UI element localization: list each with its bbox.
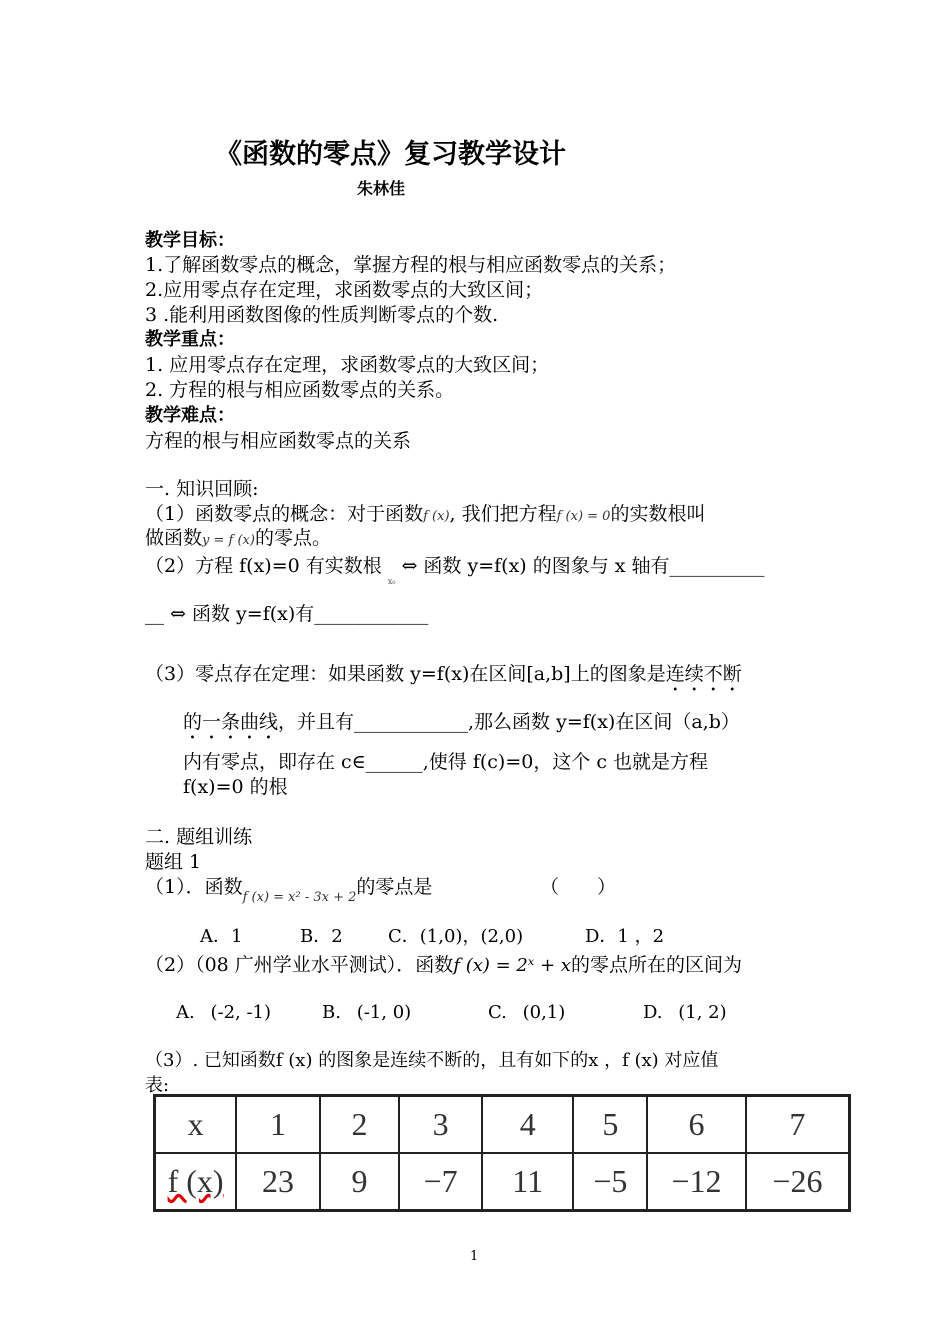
text: （3）零点存在定理：如果函数 y=f(x)在区间[a,b]上的图象是 xyxy=(145,663,666,685)
review-p3-line2 xyxy=(183,707,740,744)
q1-option-a: A．1 xyxy=(200,926,243,947)
option-value: (0,1) xyxy=(522,1002,566,1023)
q2-option-c xyxy=(488,1002,565,1023)
review-p3-line3: 内有零点，即存在 c∈______,使得 f(c)=0，这个 c 也就是方程 xyxy=(183,751,709,773)
q1-option-c: C．(1,0)，(2,0) xyxy=(388,926,524,947)
option-value: (-1, 0) xyxy=(356,1002,412,1023)
emphasis-text: 连续不断 xyxy=(665,663,742,685)
objective-item: 2.应用零点存在定理，求函数零点的大致区间； xyxy=(145,279,544,301)
table-cell: 5 xyxy=(573,1096,647,1154)
emphasis-text: 的一条曲线 xyxy=(183,711,279,733)
formula-fx: f (x) xyxy=(423,509,450,524)
answer-bracket: （ ） xyxy=(540,876,617,898)
page-number: 1 xyxy=(470,1249,479,1264)
table-cell: 4 xyxy=(482,1096,574,1154)
table-row xyxy=(155,1096,850,1154)
table-cell: 6 xyxy=(647,1096,746,1154)
table-cell: 23 xyxy=(236,1153,320,1211)
table-cell: −7 xyxy=(399,1153,482,1211)
formula-fx-eq-0: f (x) = 0 xyxy=(556,509,611,524)
key-point-item: 2. 方程的根与相应函数零点的关系。 xyxy=(145,379,455,401)
text: 做函数 xyxy=(145,527,203,549)
review-p3-line1 xyxy=(145,659,742,696)
table-cell: −26 xyxy=(746,1153,850,1211)
text: （2）（08 广州学业水平测试）．函数 xyxy=(145,954,454,976)
text: ⇔ 函数 y=f(x) 的图象与 x 轴有__________ xyxy=(401,555,765,577)
table-cell: 3 xyxy=(399,1096,482,1154)
group-label: 题组 1 xyxy=(145,851,202,873)
author-name: 朱林佳 xyxy=(357,179,406,198)
text: 的实数根叫 xyxy=(610,503,706,525)
review-p3-line4: f(x)=0 的根 xyxy=(183,776,288,798)
text: （1）．函数 xyxy=(145,876,243,898)
objectives-heading: 教学目标： xyxy=(145,230,235,251)
question-2 xyxy=(145,950,742,977)
text: 的零点。 xyxy=(254,527,331,549)
table-cell: 7 xyxy=(746,1096,850,1154)
table-cell: −12 xyxy=(647,1153,746,1211)
value-table xyxy=(153,1094,851,1212)
table-cell: 11 xyxy=(482,1153,574,1211)
option-label: C. xyxy=(488,1002,507,1023)
formula-y-fx: y = f (x) xyxy=(202,533,255,548)
text: 的零点所在的区间为 xyxy=(570,954,742,976)
table-cell: −5 xyxy=(573,1153,647,1211)
difficulties-text: 方程的根与相应函数零点的关系 xyxy=(145,430,412,452)
option-label: D. xyxy=(643,1002,663,1023)
text: （2）方程 f(x)=0 有实数根 xyxy=(145,555,382,577)
objective-item: 1.了解函数零点的概念，掌握方程的根与相应函数零点的关系； xyxy=(145,254,677,276)
question-3-line2: 表: xyxy=(145,1075,170,1096)
formula-q1: f (x) = x² - 3x + 2 xyxy=(242,890,357,905)
review-p2-line1 xyxy=(145,551,765,586)
objective-item: 3 .能利用函数图像的性质判断零点的个数. xyxy=(145,304,499,326)
q2-option-a xyxy=(176,1002,271,1023)
training-heading: 二. 题组训练 xyxy=(145,826,253,848)
q1-option-d: D．1 ，2 xyxy=(585,926,665,947)
q2-option-d xyxy=(643,1002,727,1023)
table-cell: 1 xyxy=(236,1096,320,1154)
option-label: A. xyxy=(176,1002,195,1023)
text: , 我们把方程 xyxy=(449,503,557,525)
option-value: (-2, -1) xyxy=(210,1002,272,1023)
question-1 xyxy=(145,872,433,905)
document-title: 《函数的零点》复习教学设计 xyxy=(215,139,566,170)
q1-option-b: B．2 xyxy=(300,926,343,947)
key-point-item: 1. 应用零点存在定理，求函数零点的大致区间； xyxy=(145,354,550,376)
text: （1）函数零点的概念：对于函数 xyxy=(145,503,424,525)
option-label: B. xyxy=(322,1002,341,1023)
review-heading: 一. 知识回顾: xyxy=(145,478,259,500)
table-cell: 9 xyxy=(320,1153,400,1211)
question-3-line1: （3）. 已知函数f (x) 的图象是连续不断的，且有如下的x ，f (x) 对应值 xyxy=(145,1050,719,1071)
review-p1-line1 xyxy=(145,499,705,526)
option-value: (1, 2) xyxy=(678,1002,727,1023)
table-cell: 2 xyxy=(320,1096,400,1154)
text: ，并且有____________,那么函数 y=f(x)在区间（a,b） xyxy=(278,711,740,733)
review-p1-line2 xyxy=(145,523,331,550)
text: 的零点是 xyxy=(356,876,433,898)
x0-symbol: x₀ xyxy=(387,577,396,586)
formula-q2: f (x) = 2ˣ + x xyxy=(453,955,571,976)
row-header-x: x xyxy=(155,1096,237,1154)
q2-option-b xyxy=(322,1002,411,1023)
review-p2-line2: __ ⇔ 函数 y=f(x)有____________ xyxy=(145,603,429,625)
key-points-heading: 教学重点： xyxy=(145,329,235,350)
difficulties-heading: 教学难点： xyxy=(145,405,235,426)
table-row xyxy=(155,1153,850,1211)
row-header-fx: f (x) xyxy=(155,1153,237,1211)
